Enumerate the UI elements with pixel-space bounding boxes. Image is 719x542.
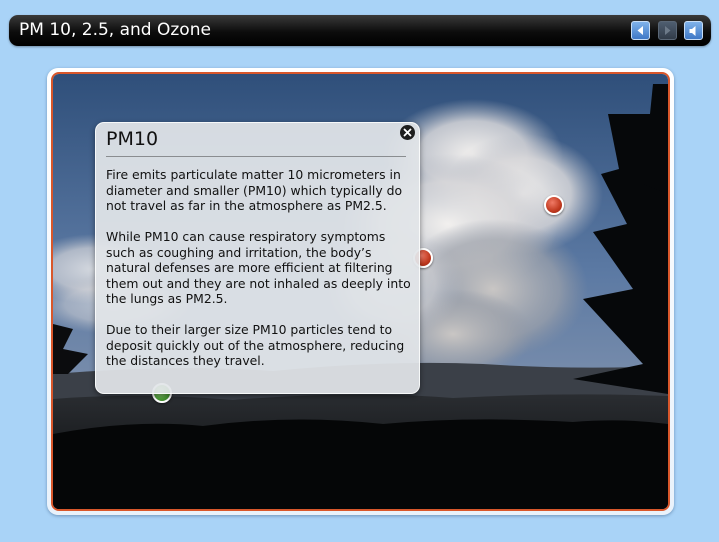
info-popup [95,122,420,394]
page-title: PM 10, 2.5, and Ozone [19,20,211,40]
popup-paragraph: While PM10 can cause respiratory symptoms such as coughing and irritation, the body’s natural defenses are more efficient at filtering them out and they are not inhaled as deeply into the lungs as PM2.5. [106,229,411,306]
popup-close-button[interactable] [400,125,415,140]
prev-arrow-icon [635,25,646,36]
close-icon [403,128,412,137]
title-bar [9,15,711,46]
hotspot-upper-right[interactable] [544,195,564,215]
popup-title: PM10 [106,128,159,150]
popup-paragraph: Fire emits particulate matter 10 micrometers in diameter and smaller (PM10) which typically do not travel as far in the atmosphere as PM2.5. [106,167,403,213]
next-arrow-icon [662,25,673,36]
popup-divider [106,156,406,157]
next-button[interactable] [658,21,677,40]
prev-button[interactable] [631,21,650,40]
popup-body [106,167,411,384]
audio-button[interactable] [684,21,703,40]
popup-paragraph: Due to their larger size PM10 particles tend to deposit quickly out of the atmosphere, reducing the distances they travel. [106,322,405,368]
speaker-icon [688,25,700,37]
